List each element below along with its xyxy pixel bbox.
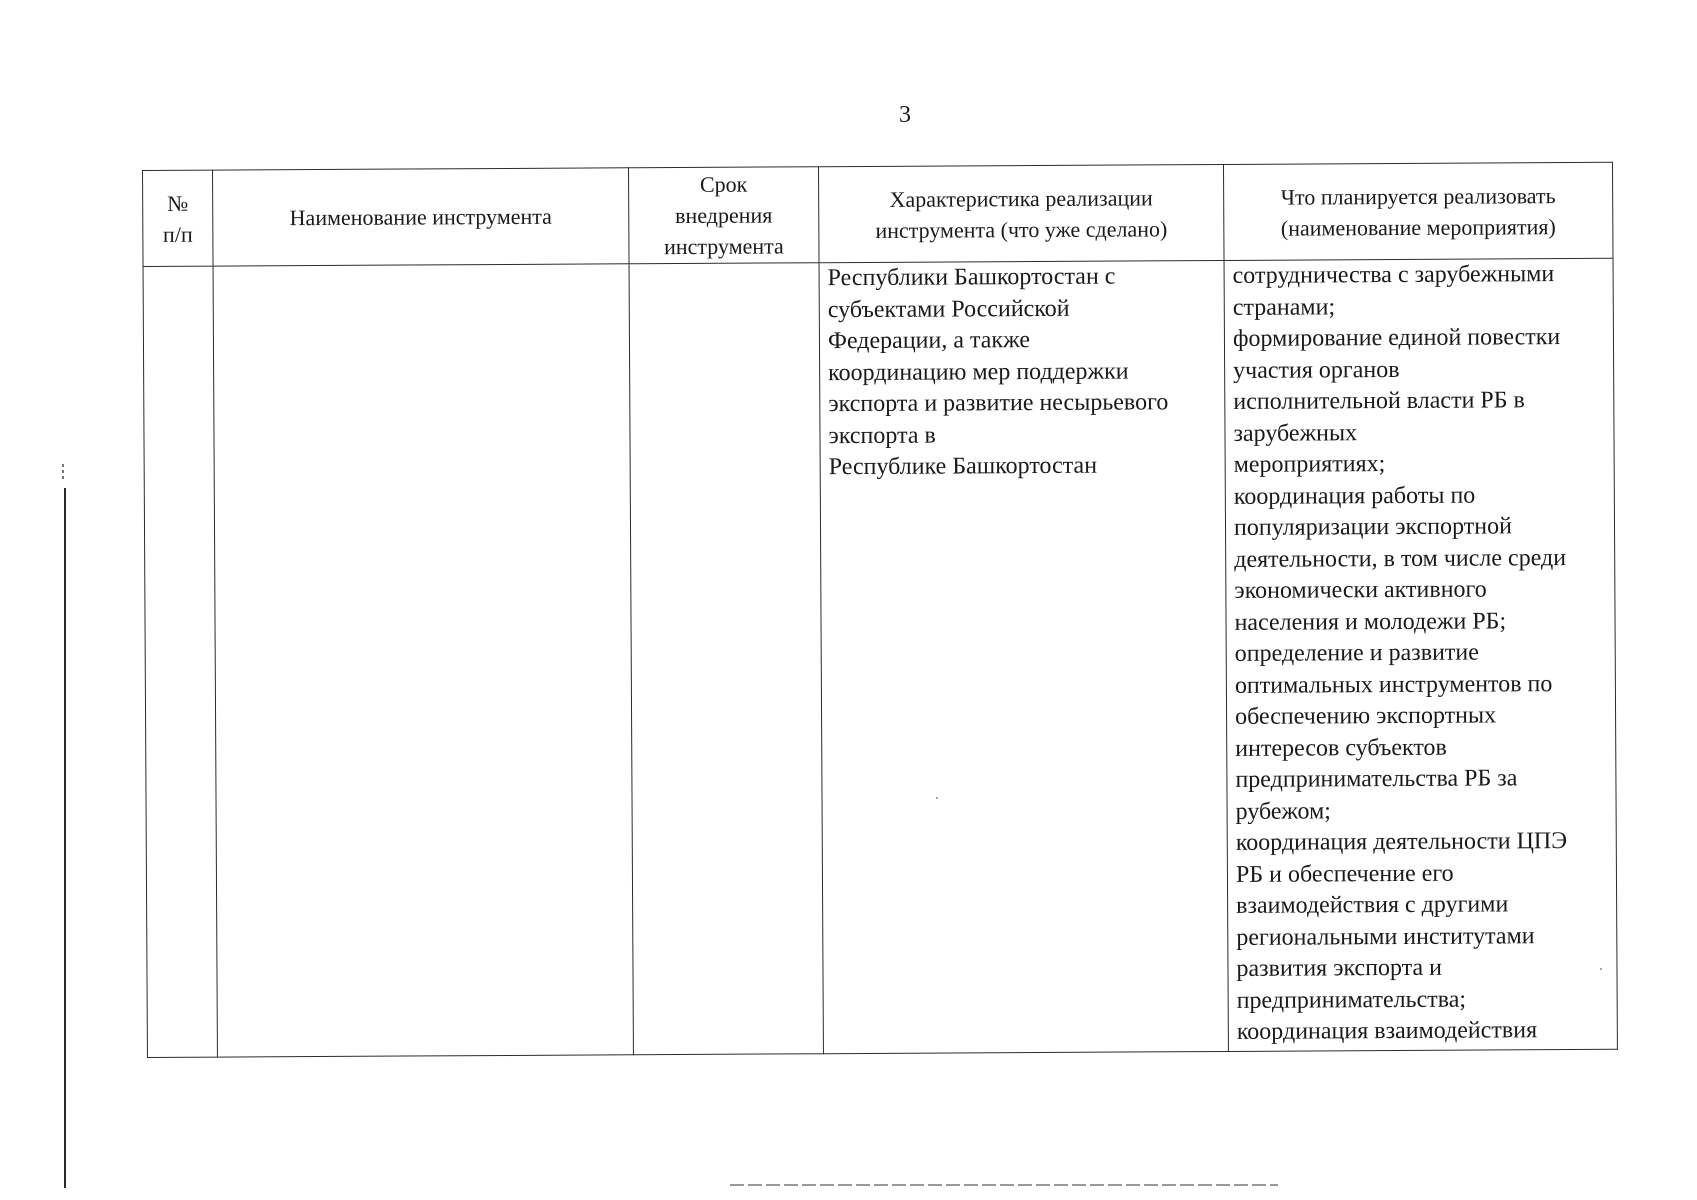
text-line: Республики Башкортостан с (827, 263, 1116, 292)
text-line: экспорта в (828, 422, 936, 449)
header-line: № (167, 190, 189, 216)
header-instrument-name (213, 168, 630, 266)
text-line: населения и молодежи РБ; (1234, 607, 1507, 636)
header-line: (наименование мероприятия) (1280, 213, 1556, 241)
text-line: предпринимательства; (1236, 986, 1467, 1014)
header-line: Что планируется реализовать (1280, 182, 1556, 210)
text-line: оптимальных инструментов по (1234, 670, 1553, 699)
text-line: мероприятиях; (1233, 451, 1386, 478)
text-line: формирование единой повестки (1232, 324, 1561, 352)
text-line: Федерации, а также (827, 327, 1031, 355)
table-header-row (143, 162, 1614, 266)
scan-footer-line (730, 1184, 1278, 1186)
header-line: Наименование инструмента (289, 203, 552, 231)
text-line: Республике Башкортостан (828, 452, 1098, 481)
text-line: сотрудничества с зарубежными (1232, 261, 1555, 289)
scan-edge-mark (62, 464, 64, 480)
text-line: РБ и обеспечение его (1235, 860, 1454, 888)
cell-implementation-term (629, 263, 823, 1055)
text-line: деятельности, в том числе среди (1234, 544, 1567, 573)
text-line: координация деятельности ЦПЭ (1235, 828, 1568, 856)
text-line: популяризации экспортной (1233, 513, 1512, 541)
header-line: Срок (699, 171, 748, 197)
header-line: п/п (162, 221, 193, 247)
text-line: интересов субъектов (1235, 734, 1447, 762)
header-characteristic (818, 164, 1224, 262)
cell-planned (1224, 258, 1617, 1051)
text-line: координация работы по (1233, 482, 1476, 510)
header-line: инструмента (что уже сделано) (875, 215, 1168, 243)
header-planned (1223, 162, 1613, 260)
header-implementation-term (628, 167, 819, 264)
header-line: Характеристика реализации (889, 184, 1153, 212)
header-line: внедрения (675, 202, 773, 229)
text-line: зарубежных (1233, 419, 1358, 447)
instrument-table (142, 162, 1618, 1058)
text-line: координацию мер поддержки (828, 357, 1129, 386)
text-line: определение и развитие (1234, 639, 1479, 667)
page-number: 3 (899, 102, 911, 128)
header-number (143, 170, 214, 266)
cell-number (143, 266, 217, 1057)
cell-characteristic (819, 260, 1228, 1053)
text-line: обеспечению экспортных (1234, 702, 1497, 730)
text-line: региональными институтами (1236, 922, 1535, 951)
text-line: субъектами Российской (827, 295, 1070, 323)
text-line: исполнительной власти РБ в (1233, 387, 1525, 415)
scan-edge-line (64, 488, 66, 1188)
text-line: развития экспорта и (1236, 954, 1443, 982)
text-line: взаимодействия с другими (1236, 891, 1509, 919)
text-line: экономически активного (1234, 576, 1487, 604)
table-row (143, 258, 1617, 1057)
text-line: участия органов (1233, 356, 1400, 384)
header-line: инструмента (663, 233, 784, 260)
text-line: рубежом; (1235, 797, 1331, 825)
text-line: странами; (1232, 293, 1336, 321)
cell-instrument-name (213, 264, 633, 1057)
text-line: предпринимательства РБ за (1235, 765, 1518, 793)
text-line: координация взаимодействия (1236, 1017, 1538, 1045)
text-line: экспорта и развитие несырьевого (828, 389, 1169, 418)
